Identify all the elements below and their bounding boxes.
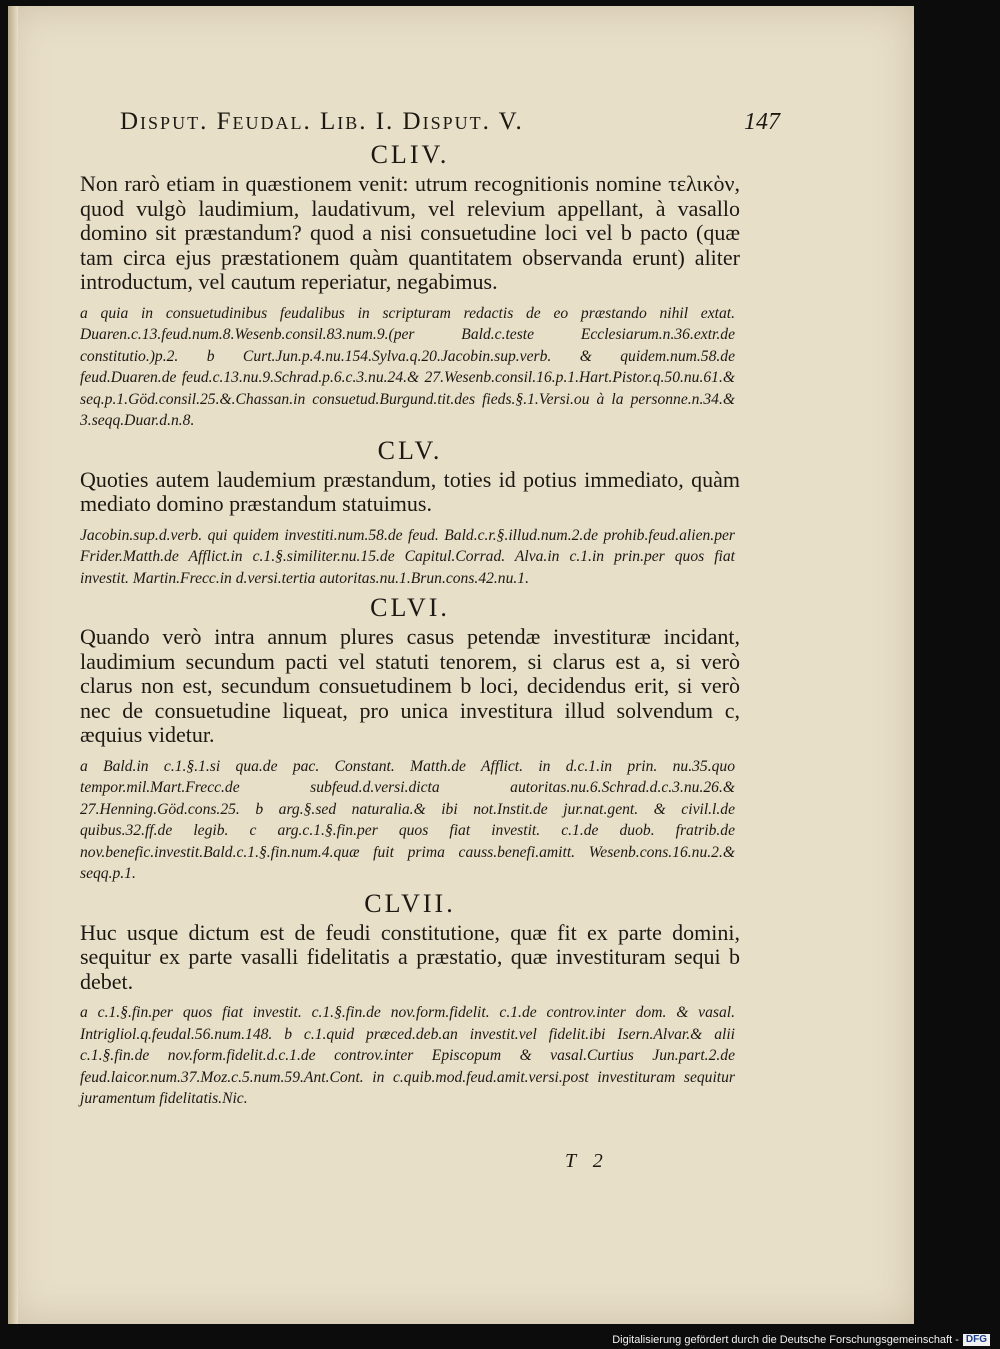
section-number: CLV. (377, 435, 443, 465)
section-notes: a quia in consuetudinibus feudalibus in scripturam redactis de eo præstando nihil extat. Duaren.c.13.feud.num.8.Wesenb.consil.83.num.9.(per Bald.c.teste Ecclesiarum.n.36.extr.de constitutio.)p.2. b Curt.Jun.p.4.nu.154.Sylva.q.20.Jacobin.sup.verb. & quidem.num.58.de feud.Duaren.de feud.c.13.nu.9.Schrad.p.6.c.3.nu.24.& 27.Wesenb.consil.16.p.1.Hart.Pistor.q.50.nu.61.& seq.p.1.Göd.consil.25.&.Chassan.in consuetud.Burgund.tit.des fieds.§.1.Versi.ou à la personne.n.34.& 3.seqq.Duar.d.n.8. (80, 304, 735, 429)
section-text: Huc usque dictum est de feudi constitutione, quæ fit ex parte domini, sequitur ex parte vasalli fidelitatis a præstatio, quæ investituram sequi b debet. (80, 919, 740, 994)
section-notes: a c.1.§.fin.per quos fiat investit. c.1.§.fin.de nov.form.fidelit. c.1.de controv.inter dom. & vasal. Intrigliol.q.feudal.56.num.148. b c.1.quid præced.deb.an investit.vel fidelit.ibi Isern.Alvar.& alii c.1.§.fin.de nov.form.fidelit.d.c.1.de controv.inter Episcopum & vasal.Curtius Jun.part.2.de feud.laicor.num.37.Moz.c.5.num.59.Ant.Cont. in c.quib.mod.feud.amit.versi.post investituram sequitur juramentum fidelitatis.Nic. (80, 1004, 735, 1107)
footer (612, 1334, 990, 1346)
section-cliv (80, 140, 740, 432)
section-text: Quoties autem laudemium præstandum, toties id potius immediato, quàm mediato domino præstandum statuimus. (80, 466, 740, 516)
running-head (120, 108, 780, 136)
page-number: 147 (744, 109, 780, 135)
section-text: Non rarò etiam in quæstionem venit: utrum recognitionis nomine τελικὸν, quod vulgò laudimium, laudativum, vel relevium appellant, à vasallo domino sit præstandum? quod a nisi consuetudine loci vel b pacto (quæ tam circa ejus præstationem quàm quantitatem observanda erunt) aliter introductum, vel cautum reperiatur, negabimus. (80, 171, 740, 294)
section-text: Quando verò intra annum plures casus petendæ investituræ incidant, laudimium secundum pacti vel statuti tenorem, si clarus est a, si verò clarus non est, secundum consuetudinem b loci, decidendus erit, si verò nec de consuetudine liqueat, pro unica investitura illud solvendum c, æquius videtur. (80, 624, 740, 747)
page-gutter (8, 6, 18, 1324)
section-clv (80, 436, 740, 590)
section-clvii (80, 889, 740, 1110)
section-notes: Jacobin.sup.d.verb. qui quidem investiti.num.58.de feud. Bald.c.r.§.illud.num.2.de prohib.feud.alien.per Frider.Matth.de Afflict.in c.1.§.similiter.nu.15.de Capitul.Corrad. Alva.in c.1.in prin.per quos fiat investit. Martin.Frecc.in d.versi.tertia autoritas.nu.1.Brun.cons.42.nu.1. (80, 526, 735, 587)
signature-mark: T 2 (565, 1150, 609, 1172)
running-head-title: Disput. Feudal. Lib. I. Disput. V. (120, 108, 524, 135)
section-number: CLIV. (370, 140, 450, 169)
section-number: CLVII. (364, 888, 456, 918)
dfg-logo-icon: DFG (963, 1334, 990, 1346)
footer-credit: Digitalisierung gefördert durch die Deutsche Forschungsgemeinschaft - (612, 1334, 959, 1346)
text-block (80, 108, 780, 1114)
section-number: CLVI. (370, 593, 450, 622)
section-notes: a Bald.in c.1.§.1.si qua.de pac. Constant. Matth.de Afflict. in d.c.1.in prin. nu.35.quo tempor.mil.Mart.Frecc.de subfeud.d.versi.dicta autoritas.nu.6.Schrad.d.c.3.nu.26.& 27.Henning.Göd.cons.25. b arg.§.sed naturalia.& ibi not.Instit.de jur.nat.gent. & civil.l.de quibus.32.ff.de legib. c arg.c.1.§.fin.per quos fiat investit. c.1.de duob. fratrib.de nov.benefic.investit.Bald.c.1.§.fin.num.4.quæ fuit prima causs.benefi.amitt. Wesenb.cons.16.nu.2.& seqq.p.1. (80, 757, 735, 882)
section-clvi (80, 593, 740, 885)
